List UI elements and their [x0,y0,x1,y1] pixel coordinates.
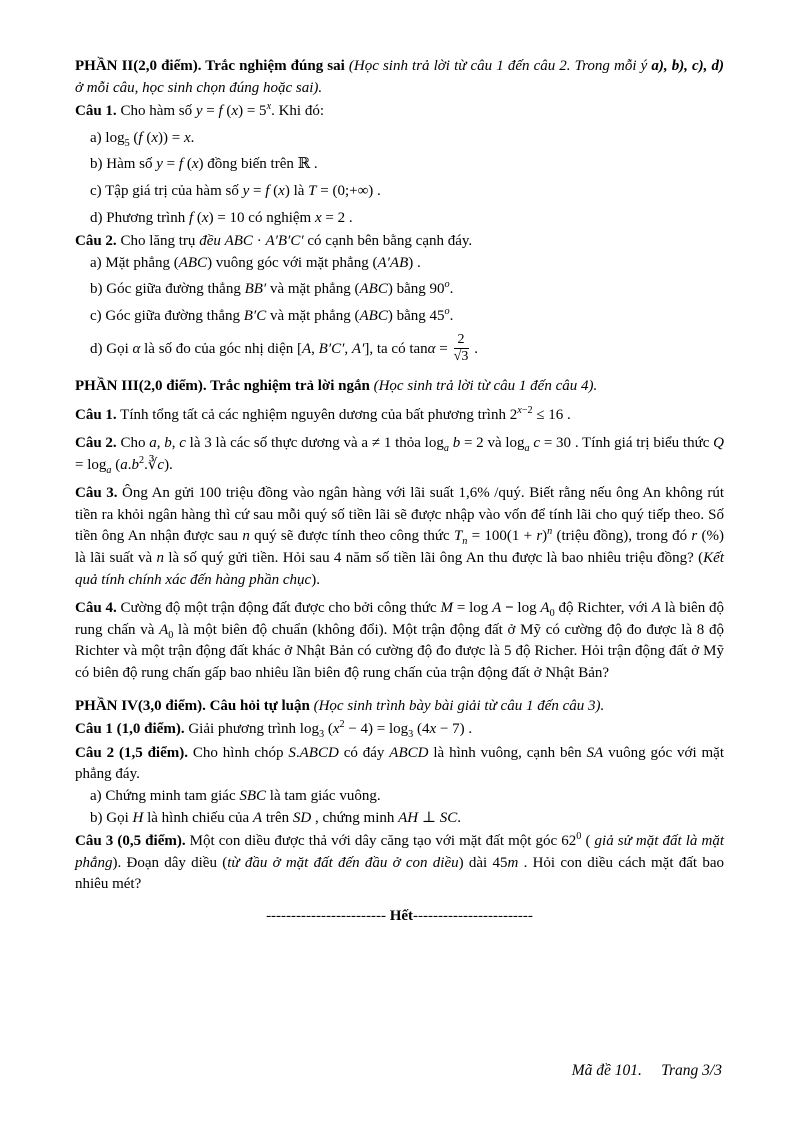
p2-cau1-c: c) Tập giá trị của hàm số y = f (x) là T = (0;+∞) . [90,182,381,199]
p2-cau2-c: c) Góc giữa đường thẳng B′C và mặt phẳng (ABC) bằng 45$^o$. [90,305,454,324]
p4-cau2-b: b) Gọi H là hình chiếu của A trên SD , chứng minh AH ⊥ SC. [90,809,461,826]
p2-cau1: Câu 1. Cho hàm số y = f $(x) = 5^x$. Khi đó: [75,101,325,120]
phan3-heading: PHẦN III(2,0 điểm). Trắc nghiệm trả lời ngắn (Học sinh trả lời từ câu 1 đến câu 4). [75,377,598,394]
p3-cau3: Câu 3. Ông An gửi 100 triệu đồng vào ngân hàng với lãi suất 1,6% /quý. Biết rằng nếu ông An không rút tiền ra khỏi ngân hàng thì cứ sau mỗi quý số tiền lãi sẽ được nhập vào vốn để tính lãi cho quý tiếp theo. Số tiền ông An nhận được sau n quý sẽ được tính theo công thức $T_n = 100(1 + r)^n$ (triệu đồng), trong đó r (%) là lãi suất và n là số quý gửi tiền. Hỏi sau 4 năm số tiền lãi ông An thu được là bao nhiêu triệu đồng? (Kết quả tính chính xác đến hàng phần chục). [75,485,725,588]
p2-cau2-b: b) Góc giữa đường thẳng BB′ và mặt phẳng (ABC) bằng 90$^o$. [90,279,454,298]
p2-cau2: Câu 2. Cho lăng trụ đều ABC · A′B′C′ có cạnh bên bằng cạnh đáy. [75,233,473,250]
p4-cau1: Câu 1 (1,0 điểm). Giải phương trình $\log_3 (x^2 - 4) = \log_3 (4x - 7)$ . [75,719,473,741]
p2-cau1-b: b) Hàm số y = f (x) đồng biến trên ℝ . [90,156,318,173]
p4-cau2-a: a) Chứng minh tam giác SBC là tam giác vuông. [90,788,381,804]
phan2-heading: PHẦN II(2,0 điểm). Trắc nghiệm đúng sai (Học sinh trả lời từ câu 1 đến câu 2. Trong mỗi ý a), b), c), d) ở mỗi câu, học sinh chọn đúng hoặc sai). [75,58,725,96]
page-footer: Mã đề 101. Trang 3/3 [571,1062,722,1079]
p2-cau1-d: d) Phương trình f (x) = 10 có nghiệm x = 2 . [90,209,353,226]
p2-cau2-a: a) Mặt phẳng (ABC) vuông góc với mặt phẳng (A′AB) . [90,254,421,271]
p2-cau2-d: d) Gọi α là số đo của góc nhị diện [A, B′C′, A′], ta có tanα = $\frac{2}{√3}$ . [90,331,479,365]
phan4-heading: PHẦN IV(3,0 điểm). Câu hỏi tự luận (Học sinh trình bày bài giải từ câu 1 đến câu 3). [75,697,605,714]
het-separator: ------------------------ Hết------------------------ [266,907,533,924]
document-body [75,56,724,928]
p4-cau2: Câu 2 (1,5 điểm). Cho hình chóp S.ABCD có đáy ABCD là hình vuông, cạnh bên SA vuông góc với mặt phẳng đáy. [75,744,724,783]
p3-cau4: Câu 4. Cường độ một trận động đất được cho bởi công thức $M = \log A - \log A_0$ độ Richter, với A là biên độ rung chấn và $A_0$ là một biên độ chuẩn (không đổi). Một trận động đất ở Mỹ có cường độ đo được là 8 độ Richter và một trận động đất khác ở Nhật Bản có cường độ đo được là 5 độ Richer. Hỏi trận động đất ở Mỹ có biên độ rung chấn gấp bao nhiêu lần biên độ rung chấn của trận động đất ở Nhật Bản? [75,600,725,682]
p3-cau2: Câu 2. Cho a, b, c là 3 là các số thực dương và a ≠ 1 thỏa $\log_a b = 2$ và $\log_a c = 30$ . Tính giá trị biểu thức $Q = \log_a$ $(a.b^2.∛c)$. [75,435,724,476]
p3-cau1: Câu 1. Tính tổng tất cả các nghiệm nguyên dương của bất phương trình $2^{x-2} \le 16$ . [75,404,571,423]
p4-cau3: Câu 3 (0,5 điểm). Một con diều được thả với dây căng tạo với mặt đất một góc $62^0$ ( giả sử mặt đất là mặt phẳng). Đoạn dây diều (từ đầu ở mặt đất đến đầu ở con diều) dài 45m . Hỏi con diều cách mặt đất bao nhiêu mét? [75,831,724,893]
p2-cau1-a: a) $\log_5 (f$ (x)) = x. [90,129,195,149]
